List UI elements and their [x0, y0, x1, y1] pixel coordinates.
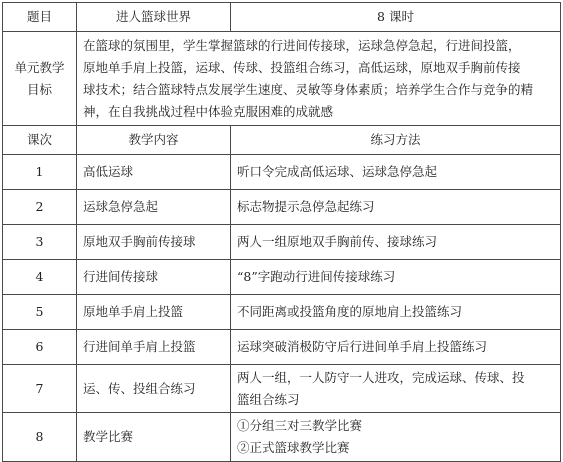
header-row [3, 3, 561, 32]
lesson-content: 运、传、投组合练习 [77, 365, 231, 413]
lesson-number: 3 [3, 225, 77, 260]
column-header-lesson: 课次 [3, 126, 77, 155]
topic-title: 进人篮球世界 [77, 3, 231, 32]
lesson-method-line: 篮组合练习 [237, 391, 300, 407]
lesson-number: 1 [3, 155, 77, 190]
column-header-method: 练习方法 [231, 126, 561, 155]
lesson-content: 运球急停急起 [77, 190, 231, 225]
column-header-row [3, 126, 561, 155]
table-row [3, 365, 561, 413]
lesson-content: 原地双手胸前传接球 [77, 225, 231, 260]
lesson-method: 听口令完成高低运球、运球急停急起 [231, 155, 561, 190]
objective-label [3, 32, 77, 126]
lesson-content: 原地单手肩上投篮 [77, 295, 231, 330]
lesson-method-line: ①分组三对三教学比赛 [237, 418, 363, 433]
lesson-method: 不同距离或投篮角度的原地肩上投篮练习 [231, 295, 561, 330]
lesson-content: 教学比赛 [77, 413, 231, 462]
lesson-method [231, 365, 561, 413]
table-row [3, 260, 561, 295]
table-row [3, 295, 561, 330]
lesson-number: 6 [3, 330, 77, 365]
lesson-number: 5 [3, 295, 77, 330]
table-row [3, 330, 561, 365]
objective-label-line: 目标 [26, 81, 52, 97]
lesson-number: 4 [3, 260, 77, 295]
class-hours: 8 课时 [231, 3, 561, 32]
table-row [3, 155, 561, 190]
lesson-method [231, 413, 561, 462]
column-header-content: 教学内容 [77, 126, 231, 155]
objective-line: 球技术；结合篮球特点发展学生速度、灵敏等身体素质；培养学生合作与竞争的精 [83, 81, 534, 97]
table-row [3, 190, 561, 225]
lesson-method: 两人一组原地双手胸前传、接球练习 [231, 225, 561, 260]
objective-label-line: 单元教学 [14, 59, 65, 75]
topic-label: 题目 [3, 3, 77, 32]
lesson-method: 运球突破消极防守后行进间单手肩上投篮练习 [231, 330, 561, 365]
objective-line: 在篮球的氛围里，学生掌握篮球的行进间传接球，运球急停急起，行进间投篮， [83, 37, 521, 53]
table-row [3, 225, 561, 260]
unit-plan-table [2, 2, 561, 462]
lesson-method-line: 两人一组，一人防守一人进攻，完成运球、传球、投 [237, 369, 525, 385]
lesson-method: “8”字跑动行进间传接球练习 [231, 260, 561, 295]
objective-text [77, 32, 561, 126]
lesson-number: 2 [3, 190, 77, 225]
lesson-content: 高低运球 [77, 155, 231, 190]
lesson-number: 7 [3, 365, 77, 413]
lesson-number: 8 [3, 413, 77, 462]
lesson-content: 行进间单手肩上投篮 [77, 330, 231, 365]
lesson-content: 行进间传接球 [77, 260, 231, 295]
table-row [3, 413, 561, 462]
objective-line: 原地单手肩上投篮，运球、传球、投篮组合练习，高低运球，原地双手胸前传接 [83, 59, 521, 75]
lesson-method-line: ②正式篮球教学比赛 [237, 440, 350, 455]
objective-row [3, 32, 561, 126]
objective-line: 神，在自我挑战过程中体验克服困难的成就感 [83, 103, 334, 119]
lesson-method: 标志物提示急停急起练习 [231, 190, 561, 225]
